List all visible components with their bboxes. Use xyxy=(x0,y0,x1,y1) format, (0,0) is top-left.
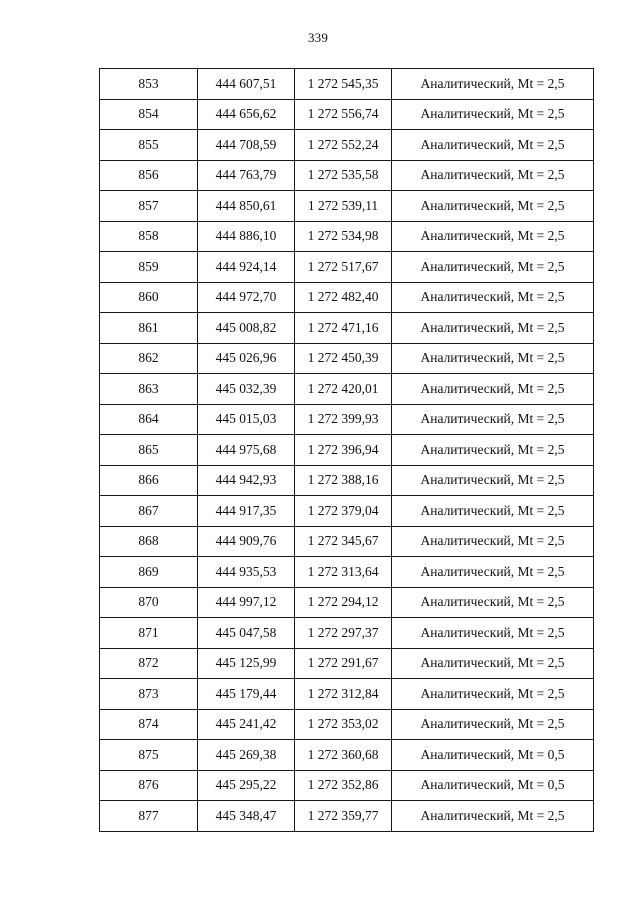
point-number-cell: 868 xyxy=(100,526,198,557)
x-coordinate-cell: 444 909,76 xyxy=(198,526,295,557)
y-coordinate-cell: 1 272 545,35 xyxy=(295,69,392,100)
method-cell: Аналитический, Mt = 2,5 xyxy=(392,160,594,191)
y-coordinate-cell: 1 272 552,24 xyxy=(295,130,392,161)
y-coordinate-cell: 1 272 399,93 xyxy=(295,404,392,435)
y-coordinate-cell: 1 272 539,11 xyxy=(295,191,392,222)
method-cell: Аналитический, Mt = 2,5 xyxy=(392,526,594,557)
x-coordinate-cell: 445 032,39 xyxy=(198,374,295,405)
point-number-cell: 862 xyxy=(100,343,198,374)
x-coordinate-cell: 445 269,38 xyxy=(198,740,295,771)
x-coordinate-cell: 444 917,35 xyxy=(198,496,295,527)
method-cell: Аналитический, Mt = 2,5 xyxy=(392,435,594,466)
method-cell: Аналитический, Mt = 2,5 xyxy=(392,130,594,161)
x-coordinate-cell: 445 241,42 xyxy=(198,709,295,740)
y-coordinate-cell: 1 272 294,12 xyxy=(295,587,392,618)
point-number-cell: 855 xyxy=(100,130,198,161)
table-row xyxy=(100,130,594,161)
point-number-cell: 867 xyxy=(100,496,198,527)
point-number-cell: 857 xyxy=(100,191,198,222)
point-number-cell: 859 xyxy=(100,252,198,283)
point-number-cell: 865 xyxy=(100,435,198,466)
point-number-cell: 858 xyxy=(100,221,198,252)
y-coordinate-cell: 1 272 352,86 xyxy=(295,770,392,801)
table-row xyxy=(100,770,594,801)
x-coordinate-cell: 444 763,79 xyxy=(198,160,295,191)
method-cell: Аналитический, Mt = 2,5 xyxy=(392,221,594,252)
point-number-cell: 864 xyxy=(100,404,198,435)
table-row xyxy=(100,679,594,710)
table-row xyxy=(100,801,594,832)
x-coordinate-cell: 444 997,12 xyxy=(198,587,295,618)
point-number-cell: 876 xyxy=(100,770,198,801)
point-number-cell: 854 xyxy=(100,99,198,130)
x-coordinate-cell: 444 656,62 xyxy=(198,99,295,130)
point-number-cell: 861 xyxy=(100,313,198,344)
point-number-cell: 870 xyxy=(100,587,198,618)
point-number-cell: 866 xyxy=(100,465,198,496)
method-cell: Аналитический, Mt = 2,5 xyxy=(392,709,594,740)
table-row xyxy=(100,343,594,374)
table-row xyxy=(100,252,594,283)
table-row xyxy=(100,160,594,191)
method-cell: Аналитический, Mt = 2,5 xyxy=(392,191,594,222)
table-row xyxy=(100,435,594,466)
y-coordinate-cell: 1 272 313,64 xyxy=(295,557,392,588)
y-coordinate-cell: 1 272 396,94 xyxy=(295,435,392,466)
method-cell: Аналитический, Mt = 2,5 xyxy=(392,374,594,405)
method-cell: Аналитический, Mt = 2,5 xyxy=(392,557,594,588)
x-coordinate-cell: 444 924,14 xyxy=(198,252,295,283)
page-number: 339 xyxy=(307,30,329,45)
method-cell: Аналитический, Mt = 2,5 xyxy=(392,69,594,100)
method-cell: Аналитический, Mt = 0,5 xyxy=(392,740,594,771)
table-row xyxy=(100,282,594,313)
method-cell: Аналитический, Mt = 2,5 xyxy=(392,618,594,649)
point-number-cell: 877 xyxy=(100,801,198,832)
point-number-cell: 872 xyxy=(100,648,198,679)
table-row xyxy=(100,374,594,405)
method-cell: Аналитический, Mt = 2,5 xyxy=(392,282,594,313)
y-coordinate-cell: 1 272 359,77 xyxy=(295,801,392,832)
table-row xyxy=(100,526,594,557)
x-coordinate-cell: 445 125,99 xyxy=(198,648,295,679)
table-row xyxy=(100,557,594,588)
point-number-cell: 856 xyxy=(100,160,198,191)
table-row xyxy=(100,99,594,130)
y-coordinate-cell: 1 272 353,02 xyxy=(295,709,392,740)
x-coordinate-cell: 444 607,51 xyxy=(198,69,295,100)
method-cell: Аналитический, Mt = 2,5 xyxy=(392,99,594,130)
y-coordinate-cell: 1 272 379,04 xyxy=(295,496,392,527)
table-row xyxy=(100,465,594,496)
method-cell: Аналитический, Mt = 2,5 xyxy=(392,252,594,283)
method-cell: Аналитический, Mt = 2,5 xyxy=(392,587,594,618)
y-coordinate-cell: 1 272 450,39 xyxy=(295,343,392,374)
y-coordinate-cell: 1 272 388,16 xyxy=(295,465,392,496)
x-coordinate-cell: 444 850,61 xyxy=(198,191,295,222)
method-cell: Аналитический, Mt = 2,5 xyxy=(392,801,594,832)
x-coordinate-cell: 445 047,58 xyxy=(198,618,295,649)
table-row xyxy=(100,313,594,344)
y-coordinate-cell: 1 272 297,37 xyxy=(295,618,392,649)
method-cell: Аналитический, Mt = 2,5 xyxy=(392,648,594,679)
y-coordinate-cell: 1 272 535,58 xyxy=(295,160,392,191)
point-number-cell: 860 xyxy=(100,282,198,313)
y-coordinate-cell: 1 272 482,40 xyxy=(295,282,392,313)
table-row xyxy=(100,69,594,100)
table-row xyxy=(100,221,594,252)
point-number-cell: 874 xyxy=(100,709,198,740)
x-coordinate-cell: 445 008,82 xyxy=(198,313,295,344)
y-coordinate-cell: 1 272 291,67 xyxy=(295,648,392,679)
table-row xyxy=(100,740,594,771)
method-cell: Аналитический, Mt = 2,5 xyxy=(392,465,594,496)
point-number-cell: 871 xyxy=(100,618,198,649)
table-row xyxy=(100,191,594,222)
method-cell: Аналитический, Mt = 2,5 xyxy=(392,313,594,344)
table-row xyxy=(100,709,594,740)
y-coordinate-cell: 1 272 360,68 xyxy=(295,740,392,771)
x-coordinate-cell: 444 942,93 xyxy=(198,465,295,496)
point-number-cell: 863 xyxy=(100,374,198,405)
x-coordinate-cell: 445 015,03 xyxy=(198,404,295,435)
coordinates-table-body xyxy=(100,69,594,832)
y-coordinate-cell: 1 272 312,84 xyxy=(295,679,392,710)
method-cell: Аналитический, Mt = 0,5 xyxy=(392,770,594,801)
table-row xyxy=(100,618,594,649)
x-coordinate-cell: 445 348,47 xyxy=(198,801,295,832)
method-cell: Аналитический, Mt = 2,5 xyxy=(392,343,594,374)
table-row xyxy=(100,404,594,435)
table-row xyxy=(100,587,594,618)
x-coordinate-cell: 444 708,59 xyxy=(198,130,295,161)
point-number-cell: 873 xyxy=(100,679,198,710)
method-cell: Аналитический, Mt = 2,5 xyxy=(392,679,594,710)
x-coordinate-cell: 444 972,70 xyxy=(198,282,295,313)
method-cell: Аналитический, Mt = 2,5 xyxy=(392,404,594,435)
point-number-cell: 869 xyxy=(100,557,198,588)
x-coordinate-cell: 444 886,10 xyxy=(198,221,295,252)
coordinates-table xyxy=(99,68,594,832)
x-coordinate-cell: 445 026,96 xyxy=(198,343,295,374)
table-row xyxy=(100,648,594,679)
y-coordinate-cell: 1 272 556,74 xyxy=(295,99,392,130)
y-coordinate-cell: 1 272 471,16 xyxy=(295,313,392,344)
point-number-cell: 875 xyxy=(100,740,198,771)
x-coordinate-cell: 445 179,44 xyxy=(198,679,295,710)
x-coordinate-cell: 444 935,53 xyxy=(198,557,295,588)
y-coordinate-cell: 1 272 345,67 xyxy=(295,526,392,557)
y-coordinate-cell: 1 272 420,01 xyxy=(295,374,392,405)
y-coordinate-cell: 1 272 517,67 xyxy=(295,252,392,283)
point-number-cell: 853 xyxy=(100,69,198,100)
method-cell: Аналитический, Mt = 2,5 xyxy=(392,496,594,527)
table-row xyxy=(100,496,594,527)
x-coordinate-cell: 445 295,22 xyxy=(198,770,295,801)
x-coordinate-cell: 444 975,68 xyxy=(198,435,295,466)
y-coordinate-cell: 1 272 534,98 xyxy=(295,221,392,252)
